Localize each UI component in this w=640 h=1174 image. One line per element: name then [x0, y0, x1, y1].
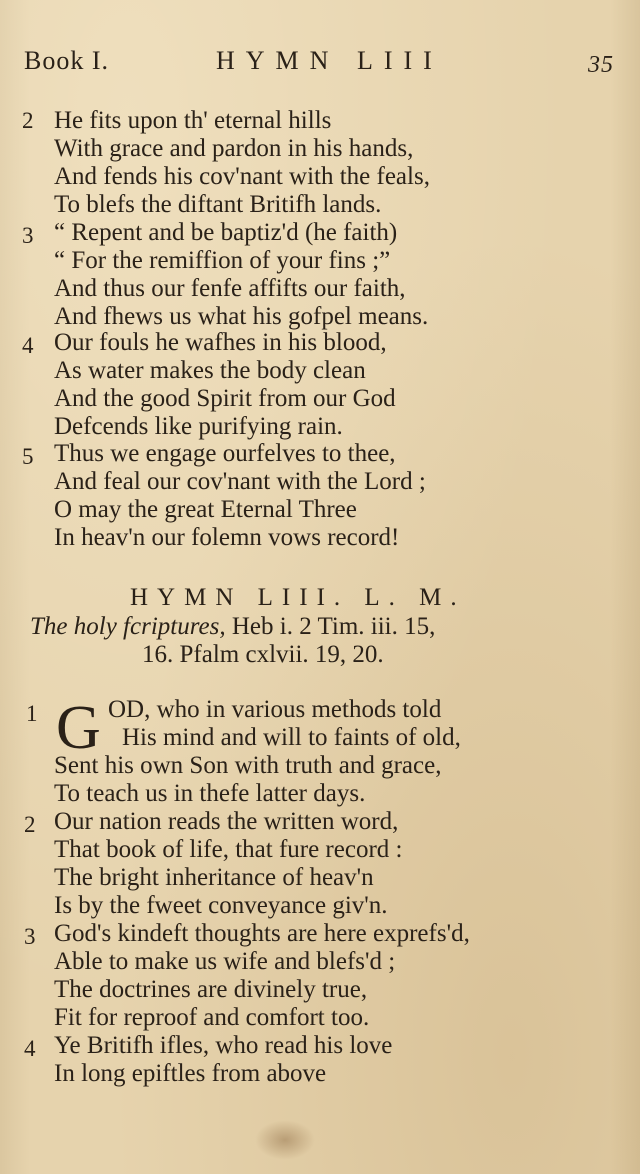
verse-line: And thus our fenfe affifts our faith, [54, 275, 406, 302]
verse-line: “ Repent and be baptiz'd (he faith) [54, 219, 398, 246]
paper-stain [255, 1120, 315, 1160]
verse-line: Ye Britifh ifles, who read his love [54, 1032, 393, 1059]
running-header [24, 46, 614, 80]
verse-line: The doctrines are divinely true, [54, 976, 368, 1003]
verse-line: To teach us in thefe latter days. [54, 780, 366, 807]
verse-line: That book of life, that fure record : [54, 836, 403, 863]
running-title: HYMN LIII [216, 46, 443, 75]
verse-line: And fends his cov'nant with the feals, [54, 163, 430, 190]
verse-number: 3 [22, 223, 34, 248]
verse-number: 4 [24, 1036, 36, 1061]
verse-line: His mind and will to faints of old, [122, 724, 461, 751]
verse-line: Sent his own Son with truth and grace, [54, 752, 442, 779]
verse-line: God's kindeft thoughts are here exprefs'd, [54, 920, 470, 947]
drop-cap: G [56, 694, 101, 762]
hymn-subtitle [30, 613, 435, 641]
verse-line: To blefs the diftant Britifh lands. [54, 191, 382, 218]
verse-line: O may the great Eternal Three [54, 496, 357, 523]
verse-line: Able to make us wife and blefs'd ; [54, 948, 396, 975]
verse-line: As water makes the body clean [54, 357, 366, 384]
verse-line: The bright inheritance of heav'n [54, 864, 374, 891]
verse-line: And the good Spirit from our God [54, 385, 396, 412]
page-number: 35 [588, 52, 614, 78]
verse-line: And fhews us what his gofpel means. [54, 303, 429, 330]
verse-number: 4 [22, 333, 34, 358]
verse-line: Is by the fweet conveyance giv'n. [54, 892, 388, 919]
verse-line: Our fouls he wafhes in his blood, [54, 329, 387, 356]
verse-line: Defcends like purifying rain. [54, 413, 343, 440]
verse-line: In heav'n our folemn vows record! [54, 524, 400, 551]
verse-line: And feal our cov'nant with the Lord ; [54, 468, 426, 495]
verse-line: Fit for reproof and comfort too. [54, 1004, 370, 1031]
subtitle-reference: Heb i. 2 Tim. iii. 15, [225, 613, 436, 640]
verse-line: In long epiftles from above [54, 1060, 327, 1087]
verse-number: 3 [24, 924, 36, 949]
verse-line: Our nation reads the written word, [54, 808, 399, 835]
book-label: Book I. [24, 46, 109, 75]
verse-number: 2 [24, 812, 36, 837]
hymn-title: HYMN LIII. L. M. [130, 584, 466, 611]
verse-line: He fits upon th' eternal hills [54, 107, 332, 134]
subtitle-italic: The holy fcriptures, [30, 613, 226, 640]
verse-number: 1 [26, 701, 38, 726]
hymn-subtitle-line2: 16. Pfalm cxlvii. 19, 20. [142, 641, 384, 668]
verse-number: 2 [22, 108, 34, 133]
verse-line: “ For the remiffion of your fins ;” [54, 247, 391, 274]
verse-line: With grace and pardon in his hands, [54, 135, 414, 162]
verse-line: OD, who in various methods told [108, 696, 442, 723]
verse-number: 5 [22, 444, 34, 469]
verse-line: Thus we engage ourfelves to thee, [54, 440, 396, 467]
